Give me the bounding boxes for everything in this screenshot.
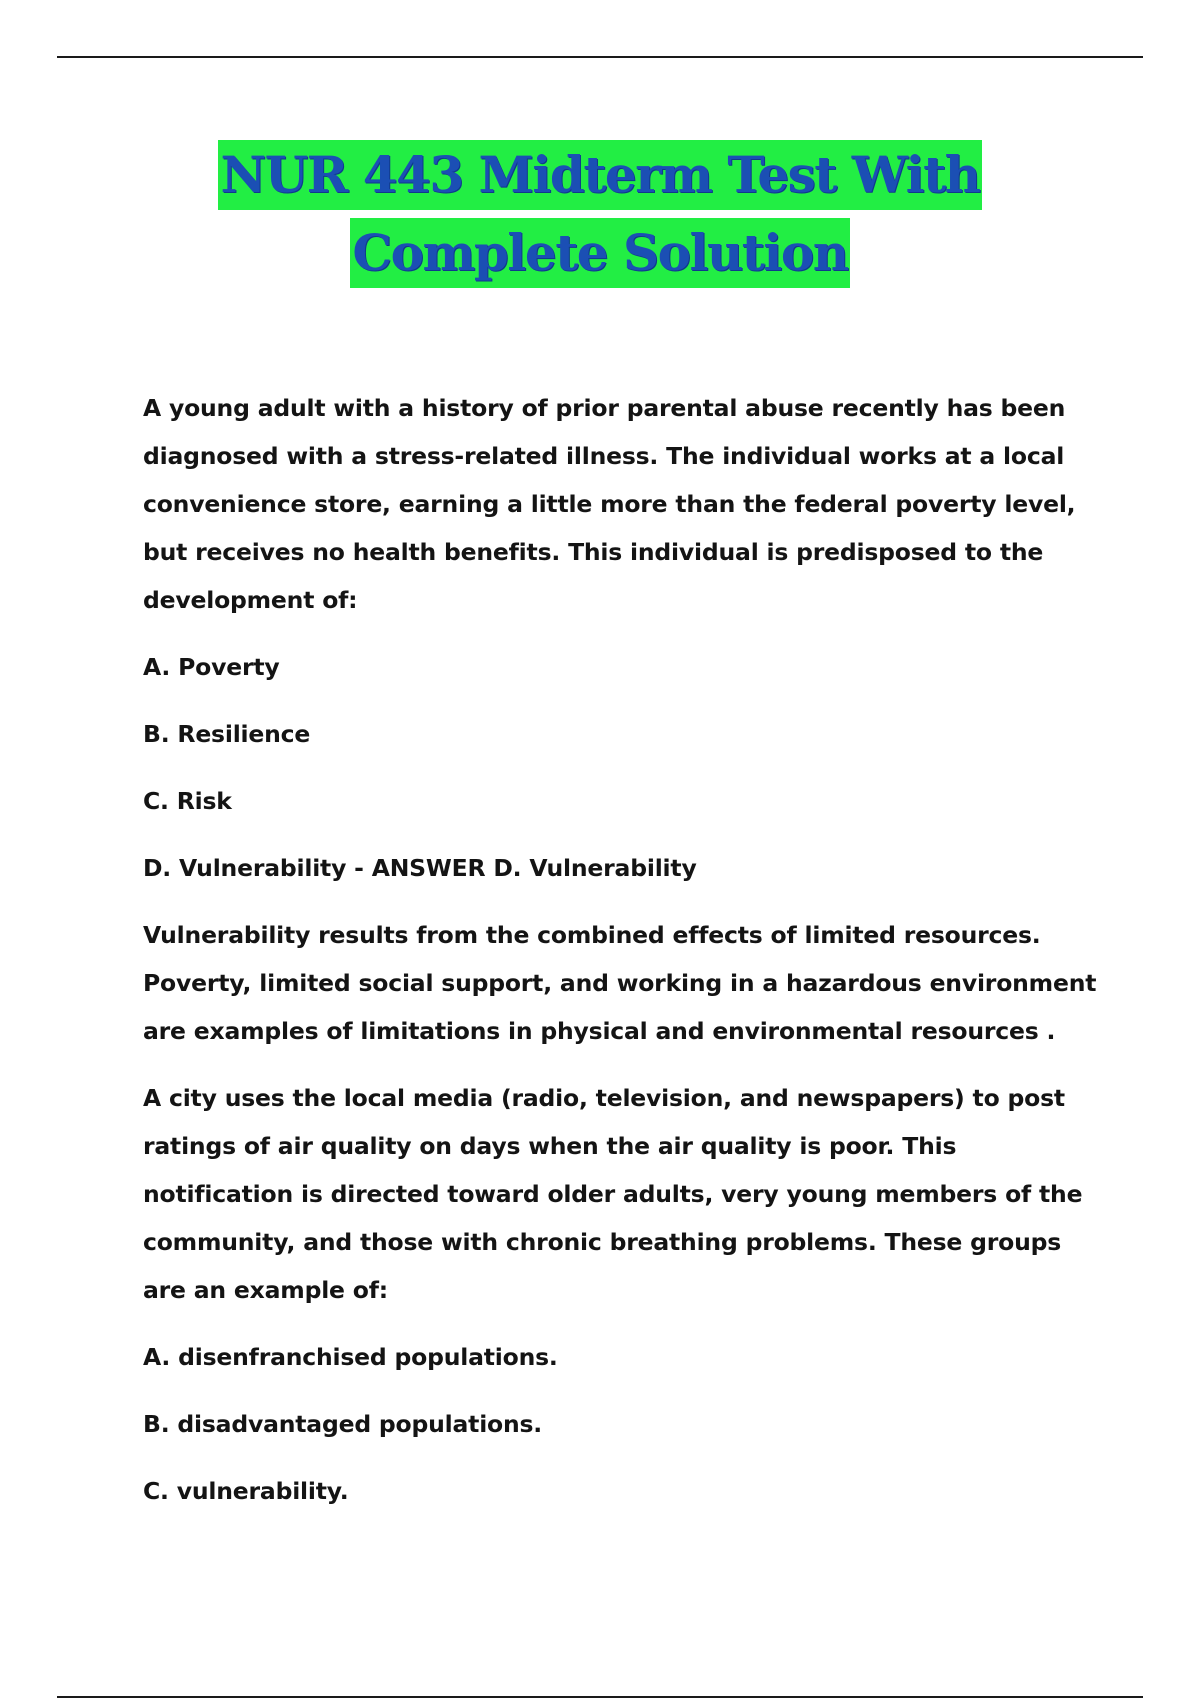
question-1-rationale: Vulnerability results from the combined effects of limited resources. Poverty, limited social support, and working in a hazardous environment are examples of limitations in physical and environmental resources .	[143, 921, 1097, 1045]
question-1-option-c: C. Risk	[143, 787, 232, 815]
title-line-1: NUR 443 Midterm Test With	[218, 140, 981, 210]
bottom-divider	[57, 1696, 1143, 1698]
top-divider	[57, 56, 1143, 58]
question-1-option-b: B. Resilience	[143, 720, 311, 748]
question-1-stem: A young adult with a history of prior parental abuse recently has been diagnosed with a stress-related illness. The individual works at a local convenience store, earning a little more than the federal poverty level, but receives no health benefits. This individual is predisposed to the development of:	[143, 394, 1076, 614]
question-1-option-d-answer: D. Vulnerability - ANSWER D. Vulnerability	[143, 854, 697, 882]
question-2-option-c: C. vulnerability.	[143, 1477, 349, 1505]
document-body	[143, 384, 1103, 1534]
question-2-stem: A city uses the local media (radio, television, and newspapers) to post ratings of air quality on days when the air quality is poor. This notification is directed toward older adults, very young members of the community, and those with chronic breathing problems. These groups are an example of:	[143, 1084, 1083, 1304]
title-line-2: Complete Solution	[350, 218, 849, 288]
document-title	[0, 140, 1200, 288]
question-2-option-a: A. disenfranchised populations.	[143, 1343, 558, 1371]
question-1-option-a: A. Poverty	[143, 653, 280, 681]
question-2-option-b: B. disadvantaged populations.	[143, 1410, 543, 1438]
